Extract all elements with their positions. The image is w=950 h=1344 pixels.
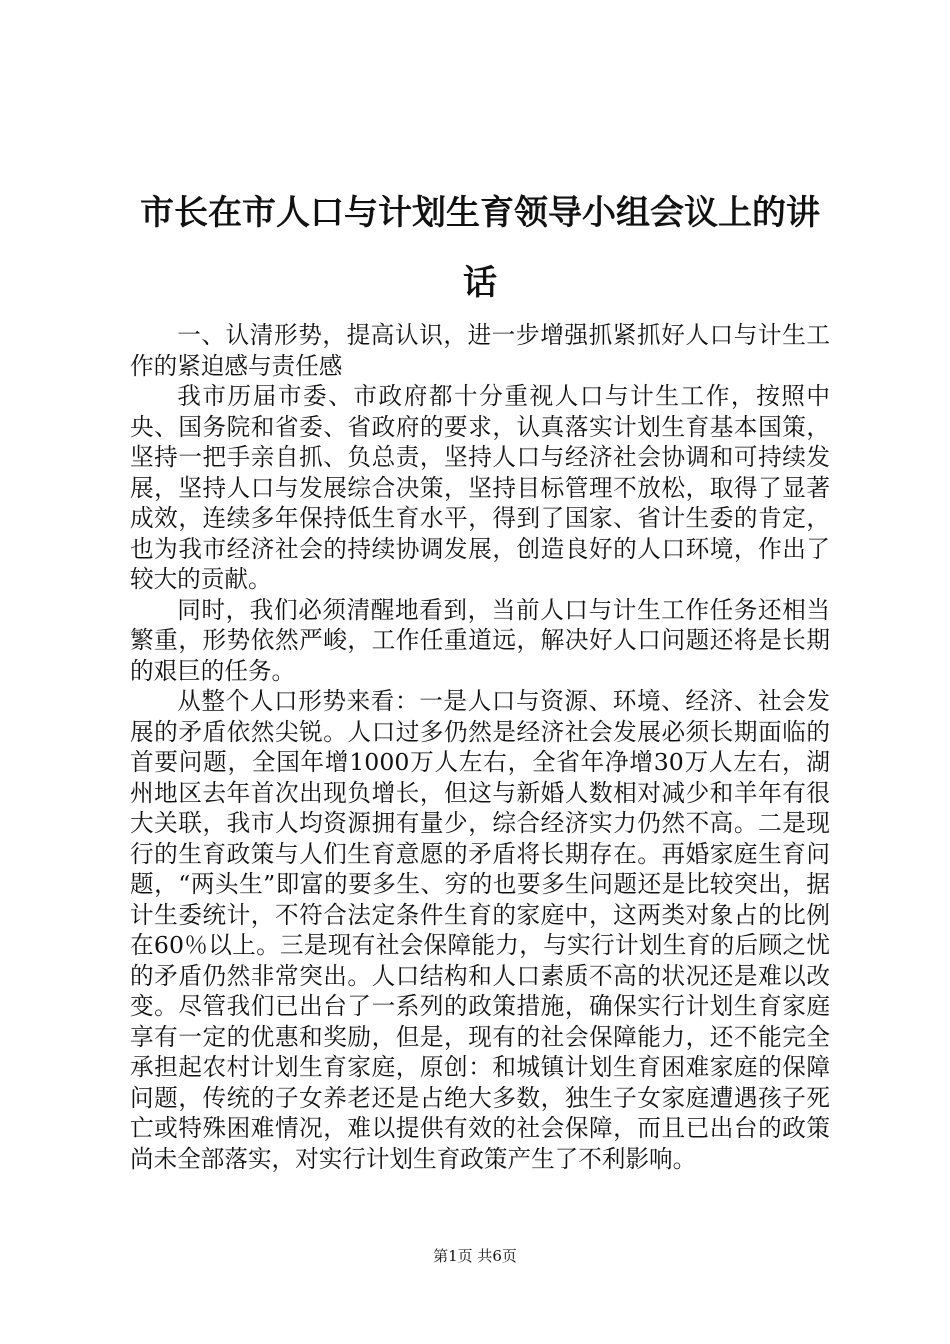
document-body <box>130 320 830 1174</box>
body-paragraph: 同时，我们必须清醒地看到，当前人口与计生工作任务还相当繁重，形势依然严峻，工作任重道远，解决好人口问题还将是长期的艰巨的任务。 <box>130 595 830 685</box>
document-page <box>130 178 830 1174</box>
document-title: 市长在市人口与计划生育领导小组会议上的讲话 <box>140 193 820 303</box>
section-heading: 一、认清形势，提高认识，进一步增强抓紧抓好人口与计生工作的紧迫感与责任感 <box>130 321 830 380</box>
page-footer: 第1页 共6页 <box>433 1247 517 1265</box>
body-paragraph: 我市历届市委、市政府都十分重视人口与计生工作，按照中央、国务院和省委、省政府的要求，认真落实计划生育基本国策，坚持一把手亲自抓、负总责，坚持人口与经济社会协调和可持续发展，坚持人口与发展综合决策，坚持目标管理不放松，取得了显著成效，连续多年保持低生育水平，得到了国家、省计生委的肯定，也为我市经济社会的持续协调发展，创造良好的人口环境，作出了较大的贡献。 <box>130 382 830 593</box>
body-paragraph: 从整个人口形势来看：一是人口与资源、环境、经济、社会发展的矛盾依然尖锐。人口过多仍然是经济社会发展必须长期面临的首要问题，全国年增1000万人左右，全省年净增30万人左右，湖州地区去年首次出现负增长，但这与新婚人数相对减少和羊年有很大关联，我市人均资源拥有量少，综合经济实力仍然不高。二是现行的生育政策与人们生育意愿的矛盾将长期存在。再婚家庭生育问题，“两头生”即富的要多生、穷的也要多生问题还是比较突出，据计生委统计，不符合法定条件生育的家庭中，这两类对象占的比例在60％以上。三是现有社会保障能力，与实行计划生育的后顾之忧的矛盾仍然非常突出。人口结构和人口素质不高的状况还是难以改变。尽管我们已出台了一系列的政策措施，确保实行计划生育家庭享有一定的优惠和奖励，但是，现有的社会保障能力，还不能完全承担起农村计划生育家庭，原创：和城镇计划生育困难家庭的保障问题，传统的子女养老还是占绝大多数，独生子女家庭遭遇孩子死亡或特殊困难情况，难以提供有效的社会保障，而且已出台的政策尚未全部落实，对实行计划生育政策产生了不利影响。 <box>130 687 830 1173</box>
